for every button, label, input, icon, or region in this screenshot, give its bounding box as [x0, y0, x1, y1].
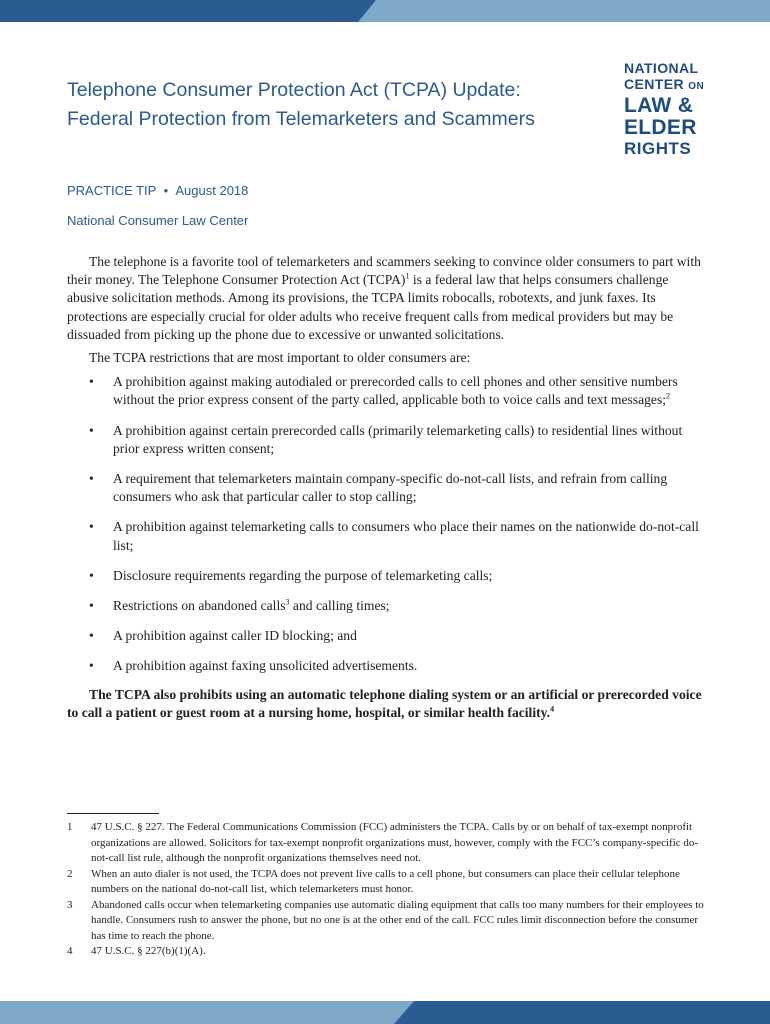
- closing-text: The TCPA also prohibits using an automatic telephone dialing system or an artificial or prerecorded voice to call a patient or guest room at a nursing home, hospital, or similar health facility.: [67, 686, 702, 720]
- bullet-icon: •: [89, 628, 94, 644]
- practice-tip-separator: •: [163, 183, 169, 198]
- restriction-text: A prohibition against telemarketing calls to consumers who place their names on the nationwide do-not-call list;: [113, 519, 699, 553]
- list-item: [67, 373, 707, 409]
- restriction-text: A requirement that telemarketers maintain company-specific do-not-call lists, and refrain from calling consumers who ask that particular caller to stop calling;: [113, 471, 668, 505]
- footnote-text: Abandoned calls occur when telemarketing companies use automatic dialing equipment that calls too many numbers for their employees to handle. Consumers rush to answer the phone, but no one is at the other end of the call. FCC rules limit disconnection before the consumer has time to reach the phone.: [91, 898, 704, 942]
- list-intro: The TCPA restrictions that are most important to older consumers are:: [89, 350, 471, 366]
- footnote-ref-1[interactable]: 1: [405, 271, 410, 281]
- header-color-band: [0, 0, 770, 22]
- restrictions-list: [67, 373, 707, 675]
- footnote-number: 3: [67, 898, 73, 911]
- article-body: [67, 253, 707, 722]
- restriction-text: Disclosure requirements regarding the purpose of telemarketing calls;: [113, 567, 493, 583]
- practice-tip-label: PRACTICE TIP: [67, 183, 157, 198]
- restriction-text: A prohibition against certain prerecorded calls (primarily telemarketing calls) to residential lines without prior express written consent;: [113, 422, 683, 456]
- footnote-ref-2[interactable]: 2: [666, 391, 671, 401]
- list-item: [67, 470, 707, 506]
- logo-word-center: CENTER: [624, 76, 684, 92]
- bullet-icon: •: [89, 471, 94, 487]
- bullet-icon: •: [89, 519, 94, 535]
- footnote-item: [67, 898, 707, 945]
- logo-word-on: ON: [688, 81, 705, 92]
- header-band-dark: [0, 0, 376, 22]
- list-item: [67, 597, 707, 615]
- footnote-number: 4: [67, 945, 73, 957]
- footnote-number: 1: [67, 821, 73, 833]
- restriction-text: A prohibition against faxing unsolicited advertisements.: [113, 658, 418, 674]
- restriction-text: Restrictions on abandoned calls: [113, 598, 286, 614]
- list-item: [67, 567, 707, 585]
- organization-name: National Consumer Law Center: [67, 213, 249, 228]
- list-item: [67, 627, 707, 645]
- closing-statement: [67, 686, 707, 722]
- bullet-icon: •: [89, 374, 94, 390]
- footnote-ref-3[interactable]: 3: [285, 597, 290, 607]
- intro-text-part1: The telephone is a favorite tool of telemarketers and scammers seeking to convince older consumers to part with their money. The Telephone Consumer Protection Act (TCPA): [67, 254, 701, 288]
- footnote-item: [67, 820, 707, 867]
- intro-paragraph: [67, 253, 707, 344]
- bullet-icon: •: [89, 567, 94, 583]
- bullet-icon: •: [89, 422, 94, 438]
- page-title: Telephone Consumer Protection Act (TCPA) Update: Federal Protection from Telemarketers and Scammers: [67, 79, 535, 130]
- practice-tip-line: [67, 183, 248, 198]
- restriction-text: A prohibition against making autodialed or prerecorded calls to cell phones and other sensitive numbers without the prior express consent of the party called, applicable both to voice calls and text messages;: [113, 374, 678, 408]
- footer-band-light: [0, 1001, 414, 1024]
- logo-line-center: [624, 76, 744, 95]
- restriction-text: A prohibition against caller ID blocking; and: [113, 628, 357, 644]
- footnote-item: [67, 867, 707, 898]
- ncler-logo: [624, 60, 744, 158]
- logo-line-rights: RIGHTS: [624, 139, 692, 158]
- list-item: [67, 422, 707, 458]
- footnote-number: 2: [67, 867, 73, 880]
- bullet-icon: •: [89, 658, 94, 674]
- practice-tip-date: August 2018: [175, 183, 249, 198]
- footnote-item: [67, 944, 707, 960]
- logo-line-law: LAW &: [624, 94, 694, 117]
- footnote-divider: [67, 813, 159, 814]
- footer-color-band: [0, 1001, 770, 1024]
- footnote-text: 47 U.S.C. § 227(b)(1)(A).: [91, 945, 206, 957]
- footnotes-section: [67, 820, 707, 960]
- logo-line-national: NATIONAL: [624, 60, 699, 76]
- logo-line-elder: ELDER: [624, 116, 697, 139]
- list-item: [67, 518, 707, 554]
- footnote-text: 47 U.S.C. § 227. The Federal Communications Commission (FCC) administers the TCPA. Calls by or on behalf of tax-exempt nonprofit organizations are allowed. Solicitors for tax-exempt nonprofit organizations must, however, comply with the FCC’s company-specific do-not-call list rule, although the nonprofit organizations themselves need not.: [91, 821, 699, 864]
- footnote-ref-4[interactable]: 4: [550, 704, 555, 714]
- bullet-icon: •: [89, 598, 94, 614]
- intro-text-part2: is a federal law that helps consumers challenge abusive solicitation methods. Among its provisions, the TCPA limits robocalls, robotexts, and junk faxes. Its protections are especially crucial for older adults who receive frequent calls from medical providers but may be dissuaded from picking up the phone due to excessive or unwanted solicitations.: [67, 272, 674, 342]
- restriction-text-cont: and calling times;: [289, 598, 390, 614]
- footnote-text: When an auto dialer is not used, the TCPA does not prevent live calls to a cell phone, but consumers can place their cellular telephone numbers on the national do-not-call list, which telemarketers must honor.: [91, 867, 680, 895]
- list-item: [67, 657, 707, 675]
